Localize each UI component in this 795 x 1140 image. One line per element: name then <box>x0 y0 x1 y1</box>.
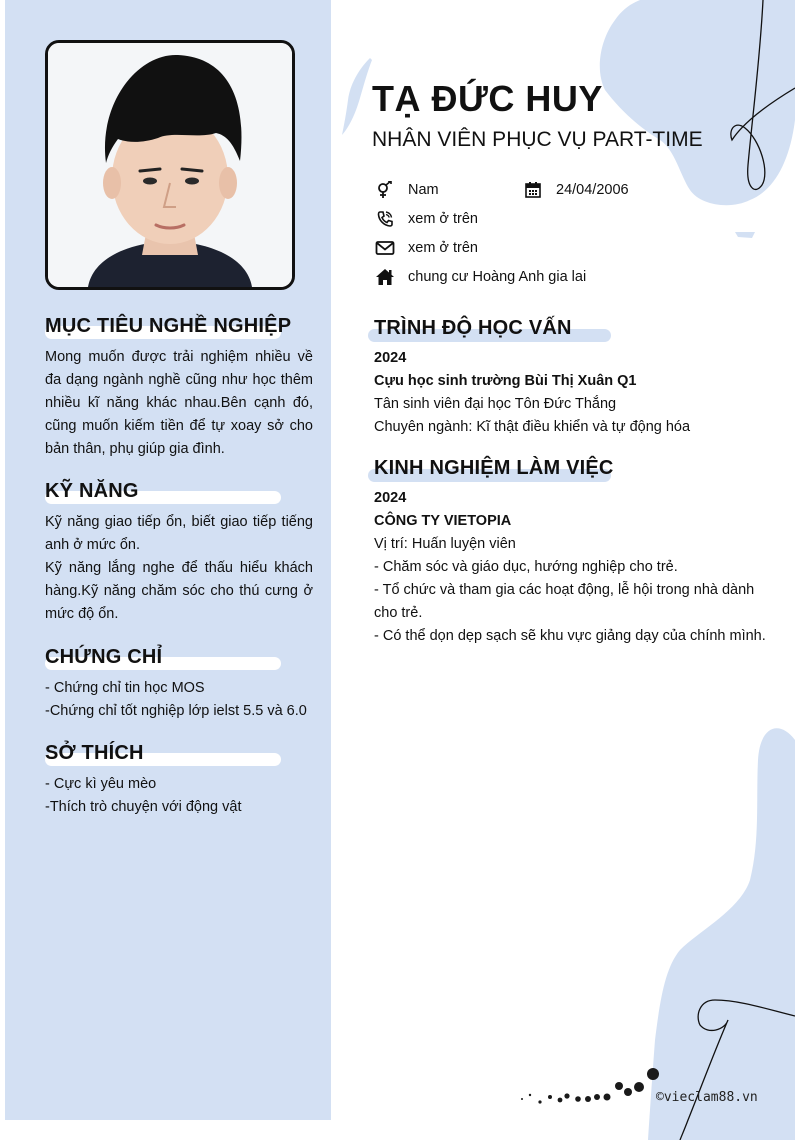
email-value: xem ở trên <box>408 240 478 256</box>
ink-dots <box>521 1068 659 1104</box>
address-row <box>374 268 586 286</box>
objective-text: Mong muốn được trải nghiệm nhiều về đa dạng ngành nghề cũng như học thêm nhiều kĩ năng khác nhau.Bên cạnh đó, cũng muốn kiếm tiền để tự xoay sở cho bản thân, phụ giúp gia đình. <box>45 349 313 457</box>
phone-value: xem ở trên <box>408 211 478 227</box>
education-title: TRÌNH ĐỘ HỌC VẤN <box>374 317 572 339</box>
education-school: Cựu học sinh trường Bùi Thị Xuân Q1 <box>374 373 637 389</box>
hobbies-section <box>45 741 313 819</box>
certificates-section <box>45 645 313 723</box>
address-value: chung cư Hoàng Anh gia lai <box>408 269 587 285</box>
profile-photo-illustration <box>48 43 292 287</box>
hobby-item: - Cực kì yêu mèo <box>45 776 157 792</box>
experience-duty: - Tổ chức và tham gia các hoạt động, lễ hội trong nhà dành cho trẻ. <box>374 582 755 621</box>
skills-title: KỸ NĂNG <box>45 480 139 502</box>
education-line: Tân sinh viên đại học Tôn Đức Thắng <box>374 396 617 412</box>
bottom-right-blob <box>648 728 795 1140</box>
objective-title: MỤC TIÊU NGHỀ NGHIỆP <box>45 315 292 337</box>
phone-icon <box>374 210 396 228</box>
skills-section <box>45 479 313 626</box>
email-row <box>374 239 478 257</box>
hobby-item: -Thích trò chuyện với động vật <box>45 799 242 815</box>
certificate-item: -Chứng chỉ tốt nghiệp lớp ielst 5.5 và 6.0 <box>45 703 307 719</box>
profile-photo <box>45 40 295 290</box>
hobbies-title: SỞ THÍCH <box>45 742 144 764</box>
objective-section <box>45 314 313 461</box>
experience-company: CÔNG TY VIETOPIA <box>374 513 512 529</box>
experience-section <box>374 456 776 648</box>
experience-duty: - Chăm sóc và giáo dục, hướng nghiệp cho trẻ. <box>374 559 678 575</box>
candidate-name: TẠ ĐỨC HUY <box>372 78 603 119</box>
top-right-blob <box>600 0 795 205</box>
certificates-title: CHỨNG CHỈ <box>45 646 163 668</box>
experience-title: KINH NGHIỆM LÀM VIỆC <box>374 457 614 479</box>
experience-duty: - Có thể dọn dẹp sạch sẽ khu vực giảng dạy của chính mình. <box>374 628 766 644</box>
phone-row <box>374 210 478 228</box>
top-right-blob-small <box>735 232 755 238</box>
skill-item: Kỹ năng giao tiếp ổn, biết giao tiếp tiếng anh ở mức ổn. <box>45 514 313 553</box>
skill-item: Kỹ năng lắng nghe để thấu hiểu khách hàng.Kỹ năng chăm sóc cho thú cưng ở mức độ ổn. <box>45 560 313 622</box>
experience-position: Vị trí: Huấn luyện viên <box>374 536 516 552</box>
education-section <box>374 316 776 439</box>
birthday-row <box>522 181 629 199</box>
envelope-icon <box>374 239 396 257</box>
education-line: Chuyên ngành: Kĩ thật điều khiển và tự động hóa <box>374 419 691 435</box>
title-brush <box>342 58 372 135</box>
gender-value: Nam <box>408 182 439 198</box>
watermark: ©vieclam88.vn <box>656 1090 758 1105</box>
certificate-item: - Chứng chỉ tin học MOS <box>45 680 205 696</box>
gender-icon <box>374 181 396 199</box>
education-year: 2024 <box>374 350 407 366</box>
experience-year: 2024 <box>374 490 407 506</box>
home-icon <box>374 268 396 286</box>
gender-row <box>374 181 439 199</box>
calendar-icon <box>522 181 544 199</box>
job-title: NHÂN VIÊN PHỤC VỤ PART-TIME <box>372 128 703 151</box>
birthday-value: 24/04/2006 <box>556 182 629 198</box>
